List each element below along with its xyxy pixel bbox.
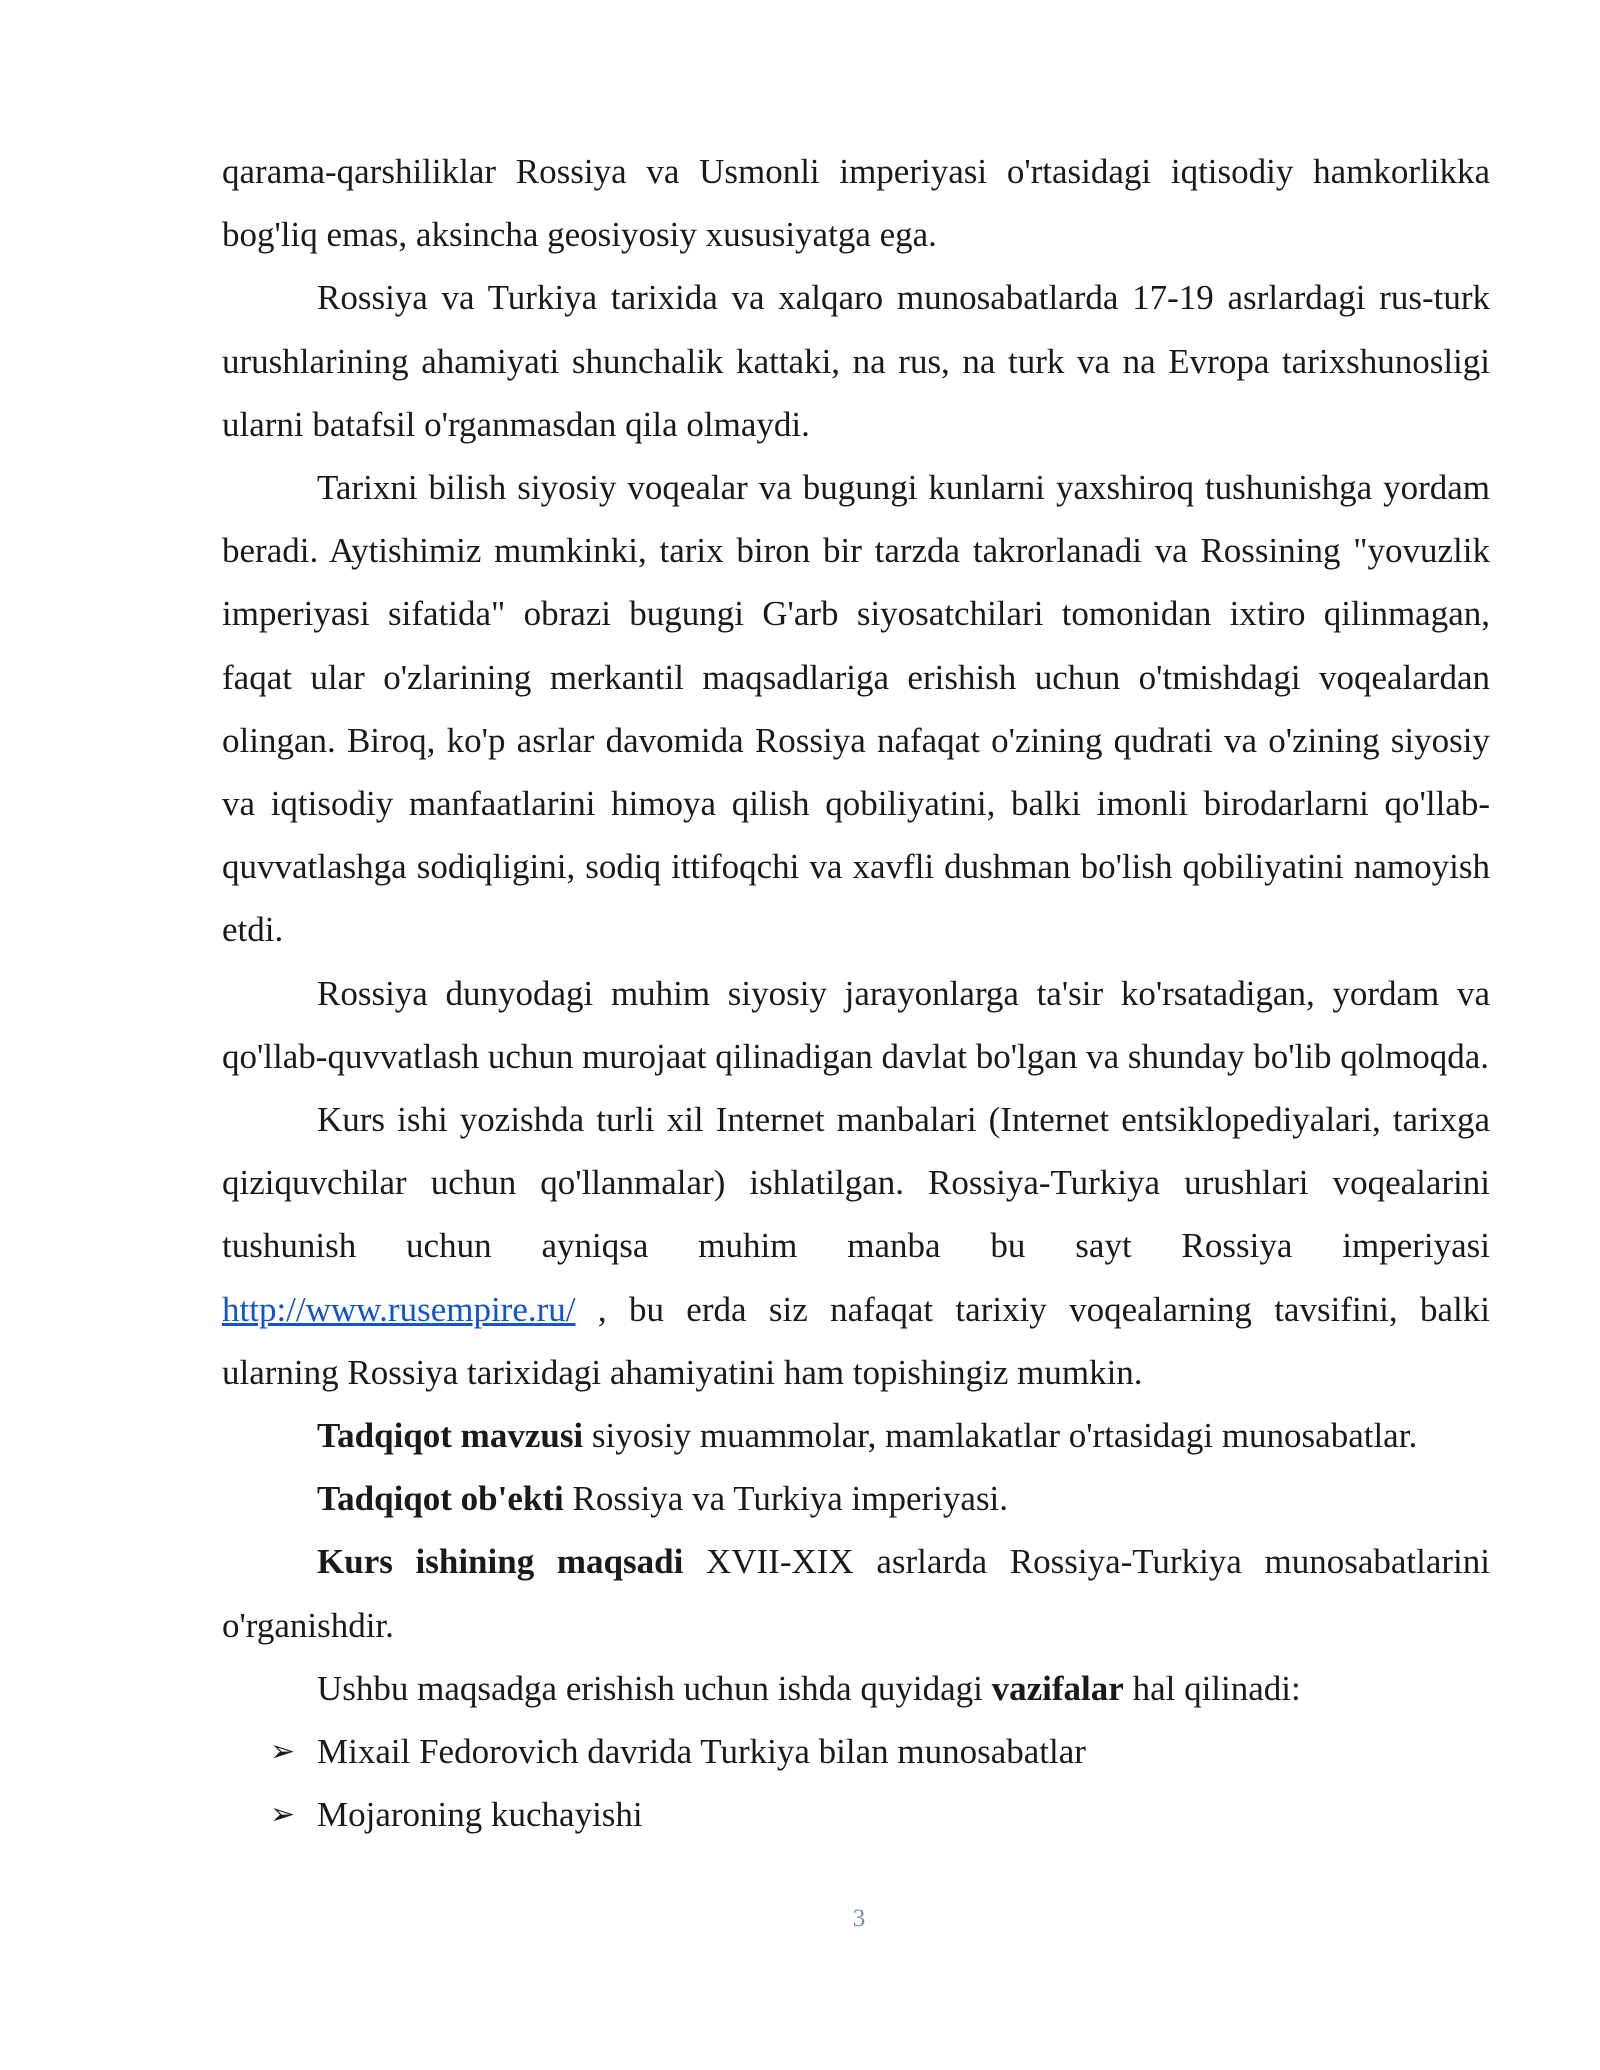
research-subject-term: Tadqiqot mavzusi <box>317 1416 584 1456</box>
list-item-text: Mojaroning kuchayishi <box>317 1795 643 1835</box>
tasks-intro-before: Ushbu maqsadga erishish uchun ishda quyidagi <box>317 1668 992 1708</box>
sources-text: Kurs ishi yozishda turli xil Internet manbalari (Internet entsiklopediyalari, tarixga qiziquvchilar uchun qo'llanmalar) ishlatilgan. Rossiya-Turkiya urushlari voqealarini tushunish uchun ayniqsa muhim manba bu sayt Rossiya imperiyasi <box>222 1100 1490 1266</box>
research-subject <box>222 1404 1490 1467</box>
list-item-text: Mixail Fedorovich davrida Turkiya bilan munosabatlar <box>317 1732 1086 1772</box>
tasks-list <box>222 1720 1490 1846</box>
research-object-text: Rossiya va Turkiya imperiyasi. <box>563 1479 1009 1519</box>
sources-text-end: , bu erda siz nafaqat tarixiy voqealarning tavsifini, balki ularning Rossiya tarixidagi ahamiyatini ham topishingiz mumkin. <box>222 1289 1490 1392</box>
rusempire-link[interactable]: http://www.rusempire.ru/ <box>222 1289 576 1329</box>
arrow-bullet-icon: ➢ <box>270 1797 296 1833</box>
course-goal-term: Kurs ishining maqsadi <box>317 1542 684 1582</box>
research-object <box>222 1467 1490 1530</box>
tasks-intro-after: hal qilinadi: <box>1123 1668 1301 1708</box>
course-goal-text: XVII-XIX asrlarda Rossiya-Turkiya munosabatlarini o'rganishdir. <box>222 1542 1490 1645</box>
paragraph-wars-significance: Rossiya va Turkiya tarixida va xalqaro munosabatlarda 17-19 asrlardagi rus-turk urushlarining ahamiyati shunchalik kattaki, na rus, na turk va na Evropa tarixshunosligi ularni batafsil o'rganmasdan qila olmaydi. <box>222 278 1490 444</box>
tasks-intro-bold: vazifalar <box>991 1668 1124 1708</box>
paragraph-russia-role: Rossiya dunyodagi muhim siyosiy jarayonlarga ta'sir ko'rsatadigan, yordam va qo'llab-quvvatlash uchun murojaat qilinadigan davlat bo'lgan va shunday bo'lib qolmoqda. <box>222 973 1490 1076</box>
course-goal <box>222 1530 1490 1656</box>
paragraph-history-knowledge: Tarixni bilish siyosiy voqealar va bugungi kunlarni yaxshiroq tushunishga yordam beradi. Aytishimiz mumkinki, tarix biron bir tarzda takrorlanadi va Rossining "yovuzlik imperiyasi sifatida" obrazi bugungi G'arb siyosatchilari tomonidan ixtiro qilinmagan, faqat ular o'zlarining merkantil maqsadlariga erishish uchun o'tmishdagi voqealardan olingan. Biroq, ko'p asrlar davomida Rossiya nafaqat o'zining qudrati va o'zining siyosiy va iqtisodiy manfaatlarini himoya qilish qobiliyatini, balki imonli birodarlarni qo'llab-quvvatlashga sodiqligini, sodiq ittifoqchi va xavfli dushman bo'lish qobiliyatini namoyish etdi. <box>222 468 1490 950</box>
page-number: 3 <box>852 1905 866 1932</box>
paragraph-continuation: qarama-qarshiliklar Rossiya va Usmonli imperiyasi o'rtasidagi iqtisodiy hamkorlikka bog'liq emas, aksincha geosiyosiy xususiyatga ega. <box>222 152 1490 255</box>
tasks-intro <box>222 1657 1490 1720</box>
arrow-bullet-icon: ➢ <box>270 1734 296 1770</box>
research-subject-text: siyosiy muammolar, mamlakatlar o'rtasidagi munosabatlar. <box>583 1416 1418 1456</box>
paragraph-sources <box>222 1088 1490 1404</box>
research-object-term: Tadqiqot ob'ekti <box>317 1479 564 1519</box>
list-item <box>222 1720 1490 1783</box>
list-item <box>222 1783 1490 1846</box>
page-body <box>222 140 1490 1846</box>
